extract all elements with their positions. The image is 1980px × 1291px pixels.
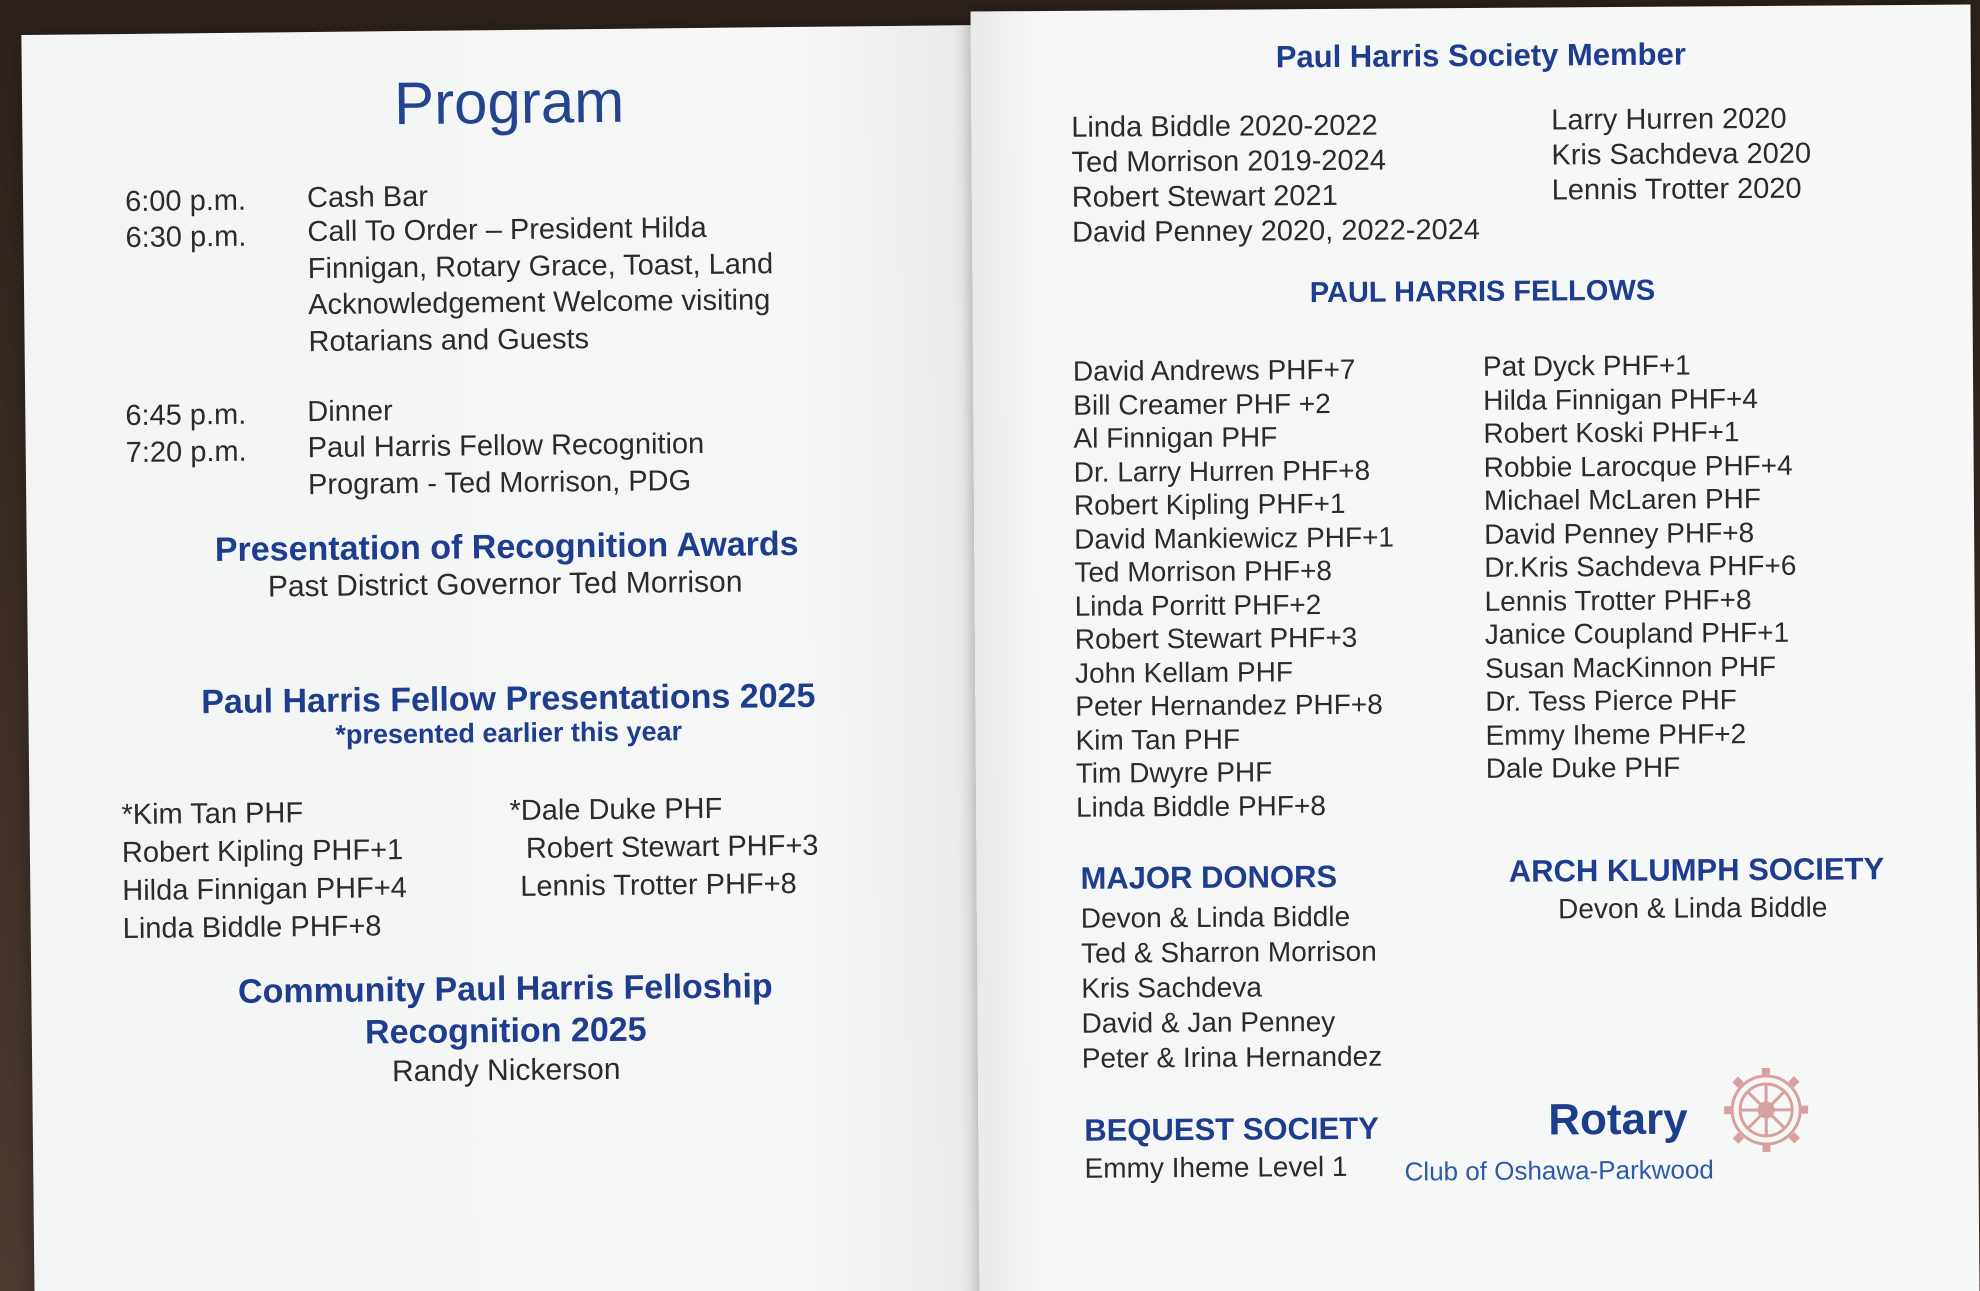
bequest-heading: BEQUEST SOCIETY	[1084, 1110, 1379, 1148]
list-item: Ted Morrison 2019-2024	[1071, 144, 1386, 179]
major-donors-list	[1081, 899, 1383, 1076]
list-item: Dr.Kris Sachdeva PHF+6	[1484, 549, 1797, 583]
community-name: Randy Nickerson	[391, 1052, 621, 1089]
schedule-item: Paul Harris Fellow Recognition Program - Ted Morrison, PDG	[307, 427, 705, 501]
list-item: David Penney PHF+8	[1484, 516, 1755, 550]
list-item: Kim Tan PHF	[1075, 723, 1241, 756]
list-item: Robert Kipling PHF+1	[1073, 487, 1346, 521]
list-item: John Kellam PHF	[1074, 655, 1294, 689]
list-item: Bill Creamer PHF +2	[1073, 387, 1331, 421]
schedule-item: Cash Bar	[306, 180, 429, 215]
right-page	[970, 5, 1979, 1291]
community-heading-line2: Recognition 2025	[364, 1010, 647, 1052]
rotary-logo-word: Rotary	[1548, 1094, 1688, 1145]
list-item: Linda Biddle PHF+8	[122, 910, 382, 946]
schedule-item: Dinner	[307, 395, 393, 429]
list-item: Robert Stewart PHF+3	[525, 829, 819, 865]
list-item: Kris Sachdeva 2020	[1551, 137, 1812, 172]
list-item: Robert Stewart PHF+3	[1074, 621, 1358, 655]
schedule-item: Call To Order – President Hilda Finnigan, Rotary Grace, Toast, Land Acknowledgement Welcome visiting Rotarians and Guests	[307, 211, 774, 358]
list-item: David Mankiewicz PHF+1	[1074, 521, 1395, 555]
list-item: Ted & Sharron Morrison	[1080, 935, 1377, 969]
list-item: Pat Dyck PHF+1	[1482, 349, 1691, 382]
list-item: Al Finnigan PHF	[1073, 421, 1278, 454]
list-item: Devon & Linda Biddle	[1080, 900, 1351, 934]
schedule-time: 7:20 p.m.	[125, 435, 247, 469]
list-item: Linda Biddle PHF+8	[1075, 789, 1326, 823]
list-item: Emmy Iheme PHF+2	[1485, 717, 1747, 751]
awards-presenter: Past District Governor Ted Morrison	[267, 565, 743, 604]
list-item: Lennis Trotter 2020	[1551, 172, 1802, 207]
bequest-name: Emmy Iheme Level 1	[1084, 1150, 1348, 1184]
society-heading: Paul Harris Society Member	[1275, 36, 1686, 75]
left-page	[21, 25, 994, 1291]
list-item: Larry Hurren 2020	[1551, 102, 1787, 137]
list-item: Dale Duke PHF	[1485, 751, 1681, 784]
list-item: Lennis Trotter PHF+8	[1484, 583, 1752, 617]
list-item: Janice Coupland PHF+1	[1484, 616, 1790, 650]
list-item: *Kim Tan PHF	[121, 797, 304, 832]
list-item: David Penney 2020, 2022-2024	[1071, 213, 1481, 249]
community-heading-line1: Community Paul Harris Felloship	[237, 967, 773, 1011]
list-item: *Dale Duke PHF	[509, 792, 723, 827]
list-item: Robert Kipling PHF+1	[121, 834, 404, 870]
fellows-left-list	[1073, 353, 1396, 824]
list-item: Ted Morrison PHF+8	[1074, 554, 1333, 588]
schedule-time: 6:30 p.m.	[125, 220, 247, 254]
list-item: Robert Koski PHF+1	[1483, 416, 1740, 449]
list-item: Robert Stewart 2021	[1071, 179, 1338, 214]
list-item: Peter & Irina Hernandez	[1081, 1040, 1383, 1074]
presentations-right-list	[509, 789, 819, 906]
list-item: Susan MacKinnon PHF	[1484, 650, 1777, 684]
arch-klumph-name: Devon & Linda Biddle	[1557, 891, 1828, 925]
rotary-logo-club: Club of Oshawa-Parkwood	[1404, 1154, 1714, 1187]
list-item: Michael McLaren PHF	[1483, 483, 1761, 516]
list-item: Kris Sachdeva	[1081, 971, 1262, 1004]
list-item: Lennis Trotter PHF+8	[520, 867, 797, 903]
list-item: Hilda Finnigan PHF+4	[122, 872, 407, 908]
presentations-heading: Paul Harris Fellow Presentations 2025	[201, 676, 816, 722]
program-title: Program	[393, 67, 625, 138]
list-item: Hilda Finnigan PHF+4	[1483, 382, 1759, 416]
arch-klumph-heading: ARCH KLUMPH SOCIETY	[1508, 851, 1885, 889]
list-item: David Andrews PHF+7	[1072, 353, 1356, 387]
awards-heading: Presentation of Recognition Awards	[214, 524, 799, 570]
list-item: Dr. Larry Hurren PHF+8	[1073, 454, 1371, 488]
schedule-time: 6:45 p.m.	[125, 398, 247, 432]
list-item: David & Jan Penney	[1081, 1005, 1336, 1039]
major-donors-heading: MAJOR DONORS	[1080, 858, 1338, 896]
list-item: Robbie Larocque PHF+4	[1483, 449, 1793, 483]
schedule-time: 6:00 p.m.	[124, 184, 247, 218]
presentations-left-list	[121, 793, 407, 948]
list-item: Linda Biddle 2020-2022	[1071, 109, 1378, 144]
society-left-list	[1071, 108, 1480, 251]
list-item: Dr. Tess Pierce PHF	[1485, 684, 1737, 717]
fellows-heading: PAUL HARRIS FELLOWS	[1309, 274, 1656, 310]
fellows-right-list	[1483, 348, 1798, 786]
rotary-wheel-icon	[1722, 1066, 1811, 1155]
presentations-note: *presented earlier this year	[335, 716, 683, 750]
list-item: Linda Porritt PHF+2	[1074, 588, 1322, 622]
society-right-list	[1551, 102, 1811, 209]
list-item: Peter Hernandez PHF+8	[1075, 688, 1383, 722]
list-item: Tim Dwyre PHF	[1075, 756, 1273, 789]
